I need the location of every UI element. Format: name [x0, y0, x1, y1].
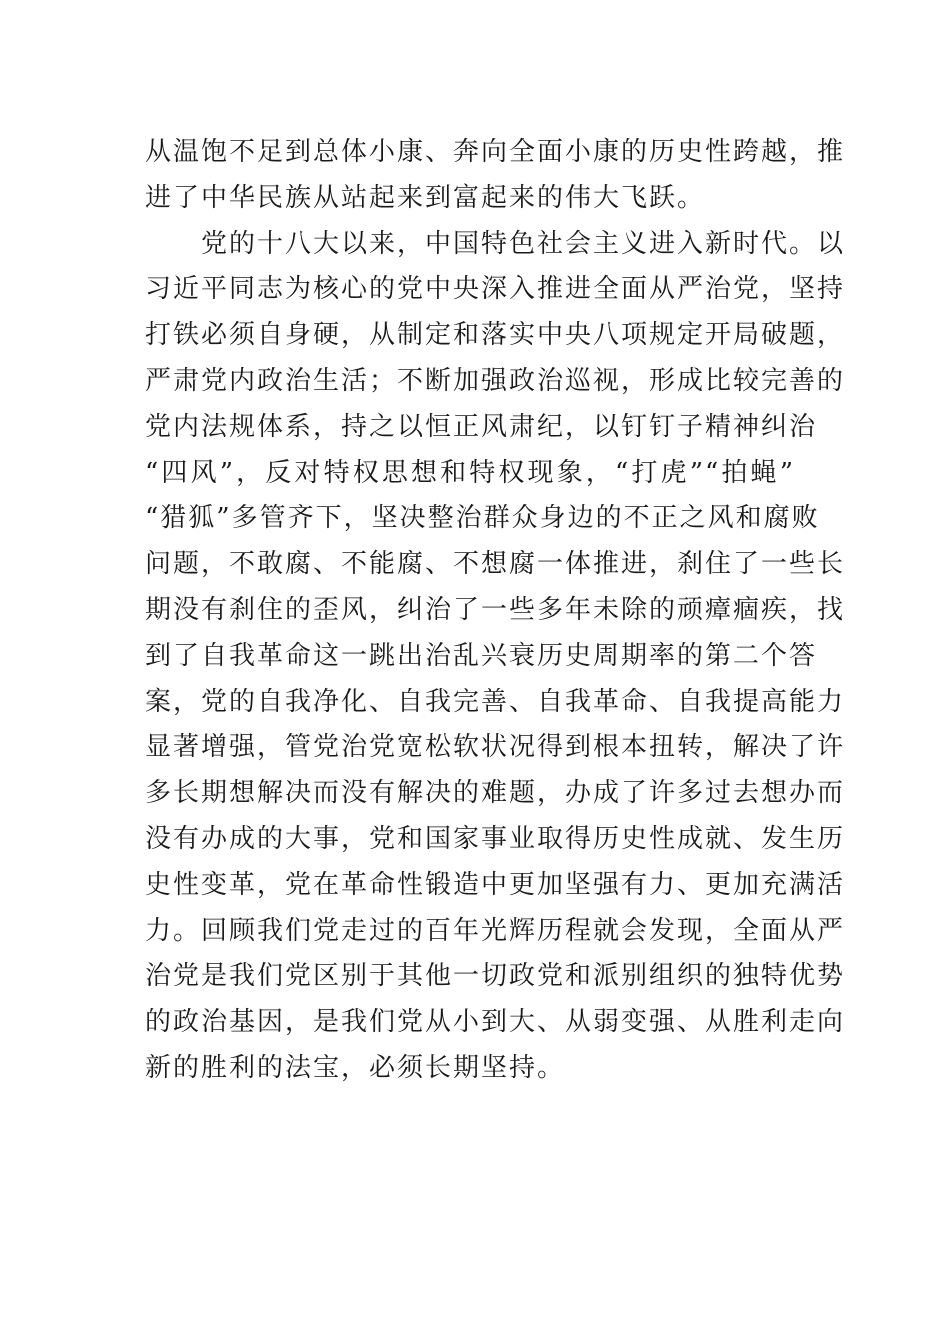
text-line: 的政治基因，是我们党从小到大、从弱变强、从胜利走向	[145, 1007, 846, 1038]
text-line: 问题，不敢腐、不能腐、不想腐一体推进，刹住了一些长	[145, 549, 846, 580]
text-line: 到了自我革命这一跳出治乱兴衰历史周期率的第二个答	[145, 640, 818, 671]
text-line: 期没有刹住的歪风，纠治了一些多年未除的顽瘴痼疾，找	[145, 594, 846, 625]
text-line: 史性变革，党在革命性锻造中更加坚强有力、更加充满活	[145, 869, 846, 900]
body-text	[145, 130, 846, 1092]
text-line: 党的十八大以来，中国特色社会主义进入新时代。以	[201, 228, 846, 259]
text-line: “四风”，反对特权思想和特权现象，“打虎”“拍蝇”	[145, 457, 795, 488]
text-line: 党内法规体系，持之以恒正风肃纪，以钉钉子精神纠治	[145, 411, 818, 442]
text-line: 没有办成的大事，党和国家事业取得历史性成就、发生历	[145, 823, 846, 854]
text-line: 习近平同志为核心的党中央深入推进全面从严治党，坚持	[145, 274, 846, 305]
text-line: 力。回顾我们党走过的百年光辉历程就会发现，全面从严	[145, 915, 846, 946]
text-line: 从温饱不足到总体小康、奔向全面小康的历史性跨越，推	[145, 137, 846, 167]
text-line: “猎狐”多管齐下，坚决整治群众身边的不正之风和腐败	[145, 503, 820, 534]
text-line: 多长期想解决而没有解决的难题，办成了许多过去想办而	[145, 778, 846, 809]
text-line: 打铁必须自身硬，从制定和落实中央八项规定开局破题，	[145, 320, 846, 351]
text-line: 治党是我们党区别于其他一切政党和派别组织的独特优势	[145, 961, 846, 992]
text-line: 新的胜利的法宝，必须长期坚持。	[145, 1052, 566, 1083]
text-line: 案，党的自我净化、自我完善、自我革命、自我提高能力	[145, 686, 846, 717]
text-line: 严肃党内政治生活；不断加强政治巡视，形成比较完善的	[145, 365, 846, 396]
text-line: 显著增强，管党治党宽松软状况得到根本扭转，解决了许	[145, 732, 846, 763]
text-line: 进了中华民族从站起来到富起来的伟大飞跃。	[145, 182, 706, 213]
